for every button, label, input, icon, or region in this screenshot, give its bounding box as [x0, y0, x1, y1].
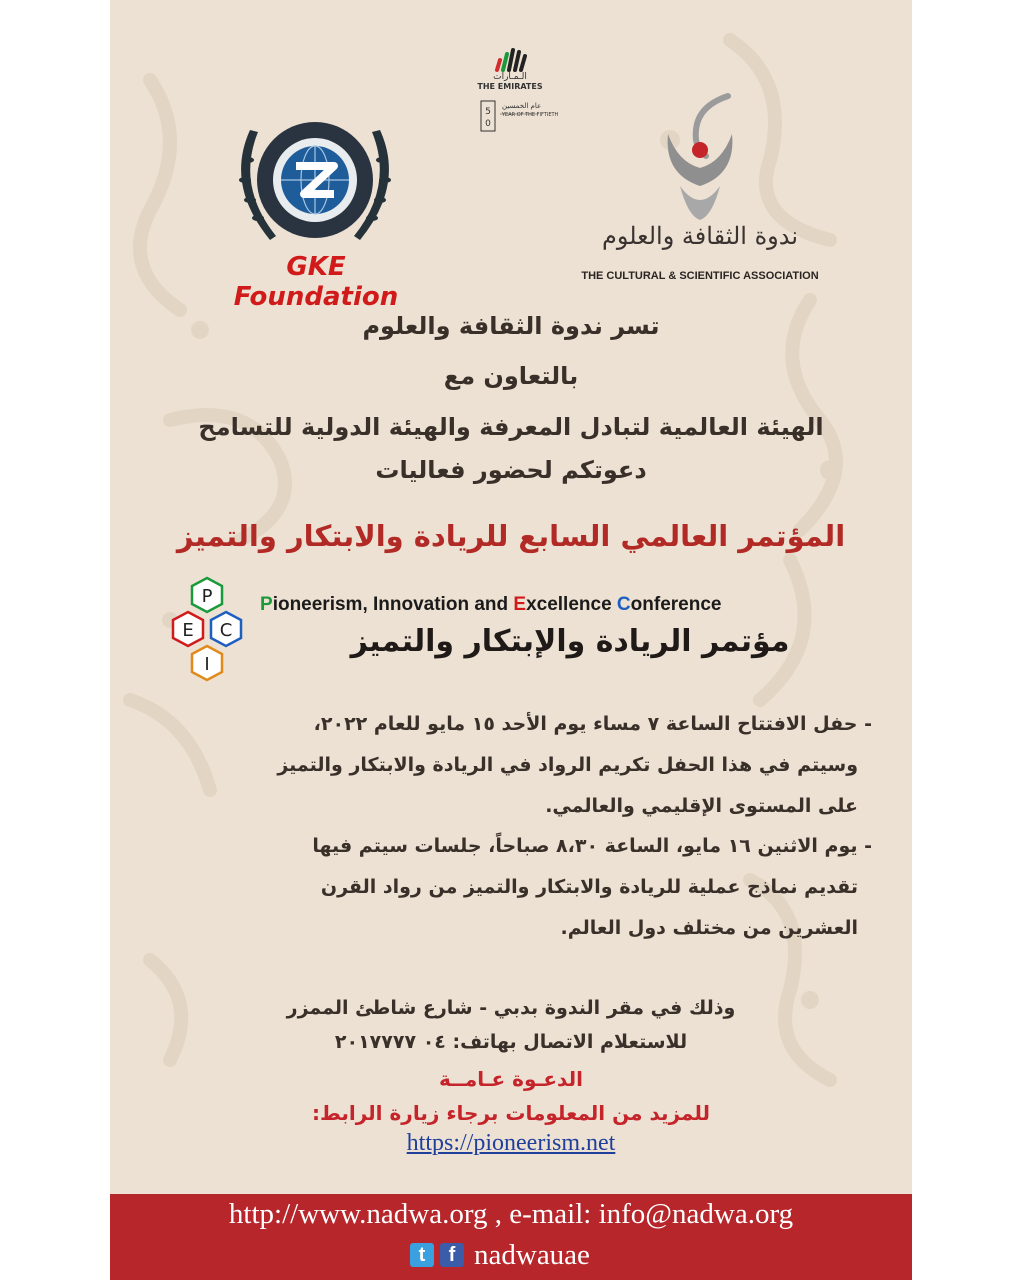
- year50-english: YEAR OF THE FIFTIETH: [502, 112, 559, 118]
- peic-letter-e: E: [182, 620, 194, 641]
- nadwa-association-logo: [650, 90, 750, 220]
- program-line: على المستوى الإقليمي والعالمي.: [545, 795, 858, 817]
- peic-english-title: Pioneerism, Innovation and Excellence Conference: [260, 594, 722, 615]
- footer-bar: [110, 1194, 912, 1280]
- year50-arabic: عام الخمسين: [502, 102, 542, 110]
- nadwa-arabic-name: ندوة الثقافة والعلوم: [601, 222, 799, 250]
- peic-letter-c: C: [219, 620, 233, 641]
- invitation-line-3: الهيئة العالمية لتبادل المعرفة والهيئة الدولية للتسامح: [198, 413, 824, 441]
- social-row: [410, 1240, 590, 1270]
- peic-hexagon-logo: [162, 576, 252, 684]
- uae-arabic-text: الـمـارات: [493, 72, 527, 82]
- gke-foundation-emblem: [220, 110, 410, 260]
- invitation-line-1: تسر ندوة الثقافة والعلوم: [362, 312, 660, 340]
- pioneerism-link[interactable]: https://pioneerism.net: [406, 1130, 616, 1156]
- venue-address: وذلك في مقر الندوة بدبي - شارع شاطئ الممزر: [286, 997, 736, 1019]
- gke-foundation-name: GKE Foundation: [233, 252, 399, 312]
- pioneerism-link-row: [110, 1130, 912, 1157]
- program-line: - يوم الاثنين ١٦ مايو، الساعة ٨،٣٠ صباحاً، جلسات سيتم فيها: [312, 835, 872, 857]
- svg-text:0: 0: [485, 119, 491, 129]
- program-line: تقديم نماذج عملية للريادة والابتكار والتميز من رواد القرن: [320, 876, 858, 898]
- footer-contact: http://www.nadwa.org , e-mail: info@nadwa.org: [228, 1198, 794, 1230]
- peic-letter-i: I: [204, 654, 210, 675]
- twitter-icon[interactable]: t: [410, 1243, 434, 1267]
- more-info-label: للمزيد من المعلومات برجاء زيارة الرابط:: [311, 1101, 711, 1125]
- program-line: - حفل الافتتاح الساعة ٧ مساء يوم الأحد ١٥ مايو للعام ٢٠٢٢،: [313, 713, 872, 735]
- year50-number: 5: [485, 107, 491, 117]
- peic-letter-p: P: [201, 586, 213, 607]
- program-line: العشرين من مختلف دول العالم.: [560, 917, 858, 939]
- program-line: وسيتم في هذا الحفل تكريم الرواد في الريادة والابتكار والتميز: [277, 754, 858, 776]
- invitation-line-2: بالتعاون مع: [443, 362, 579, 390]
- uae-english-text: THE EMIRATES: [477, 82, 543, 91]
- facebook-icon[interactable]: f: [440, 1243, 464, 1267]
- conference-title: المؤتمر العالمي السابع للريادة والابتكار والتميز: [176, 519, 846, 553]
- social-handle[interactable]: nadwauae: [474, 1238, 590, 1271]
- nadwa-english-name: THE CULTURAL & SCIENTIFIC ASSOCIATION: [581, 270, 819, 282]
- peic-arabic-title: مؤتمر الريادة والإبتكار والتميز: [350, 624, 790, 659]
- invitation-line-4: دعوتكم لحضور فعاليات: [375, 456, 647, 484]
- invitation-poster: [110, 0, 912, 1280]
- venue-phone: للاستعلام الاتصال بهاتف: ٠٤ ٢٠١٧٧٧٧: [334, 1031, 688, 1053]
- program-sessions: [150, 826, 872, 949]
- public-invitation: الدعـوة عـامــة: [439, 1067, 583, 1091]
- program-opening: [150, 704, 872, 827]
